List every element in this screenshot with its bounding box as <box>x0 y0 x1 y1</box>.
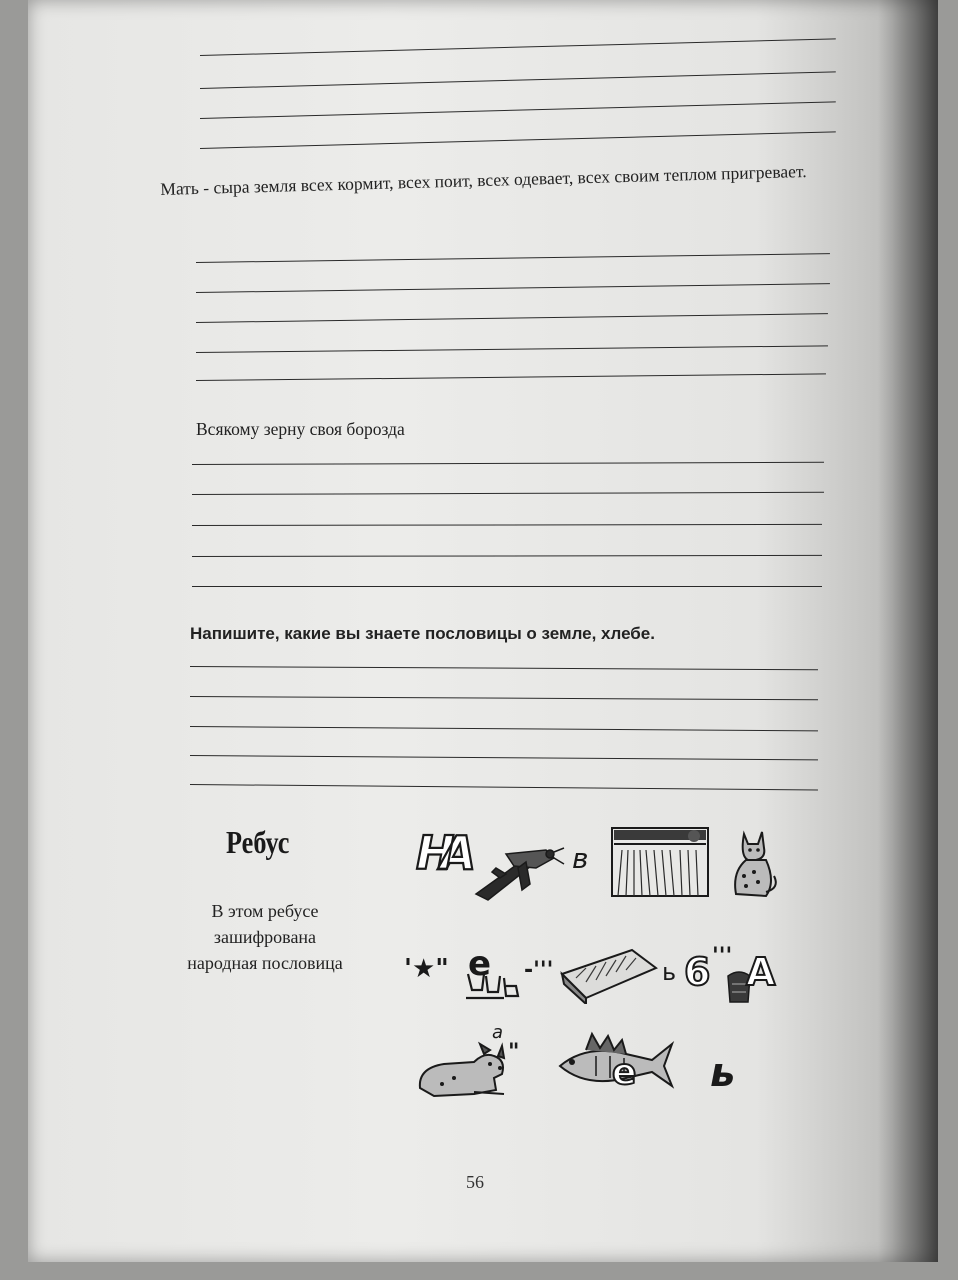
airplane-icon <box>466 838 566 906</box>
rebus-letter-v: в <box>572 842 589 875</box>
rebus-digit-six: 6 <box>684 950 711 994</box>
rebus-letters-na: НА <box>416 826 463 880</box>
rebus-description-line: В этом ребусе <box>211 901 319 921</box>
wheat-field-icon <box>610 826 710 898</box>
tilted-field-icon <box>556 944 660 1004</box>
rebus-title: Ребус <box>226 824 290 860</box>
rebus-description-line: народная пословица <box>187 953 343 973</box>
proverb-mother-earth: Мать - сыра земля всех кормит, всех поит, всех одевает, всех своим теплом пригревает. <box>160 160 807 199</box>
rebus-description-line: зашифрована <box>213 927 317 947</box>
rebus-letter-e-fish: е <box>612 1052 637 1093</box>
cat-icon <box>726 828 782 902</box>
proverb-grain-furrow: Всякому зерну своя борозда <box>196 419 405 439</box>
star-icon: '★" <box>404 954 449 984</box>
rebus-soft-sign-end: ь <box>710 1050 736 1096</box>
rebus-description <box>160 898 370 976</box>
rebus-soft-sign: ь <box>662 958 677 986</box>
rebus-quotes: ''' <box>712 944 733 969</box>
page-number: 56 <box>466 1172 484 1192</box>
underlined-scribble-icon <box>464 968 524 1002</box>
dog-icon <box>414 1038 514 1100</box>
task-instruction: Напишите, какие вы знаете пословицы о земле, хлебе. <box>190 624 655 643</box>
page-edge-shadow <box>878 0 938 1262</box>
writing-line[interactable] <box>192 586 822 587</box>
rebus-small-a: а <box>492 1022 504 1043</box>
rebus-letter-a: А <box>746 950 776 994</box>
rebus-quote: " <box>508 1040 520 1065</box>
rebus-mark: -''' <box>524 958 554 983</box>
rebus-letter-e: е <box>468 944 492 984</box>
